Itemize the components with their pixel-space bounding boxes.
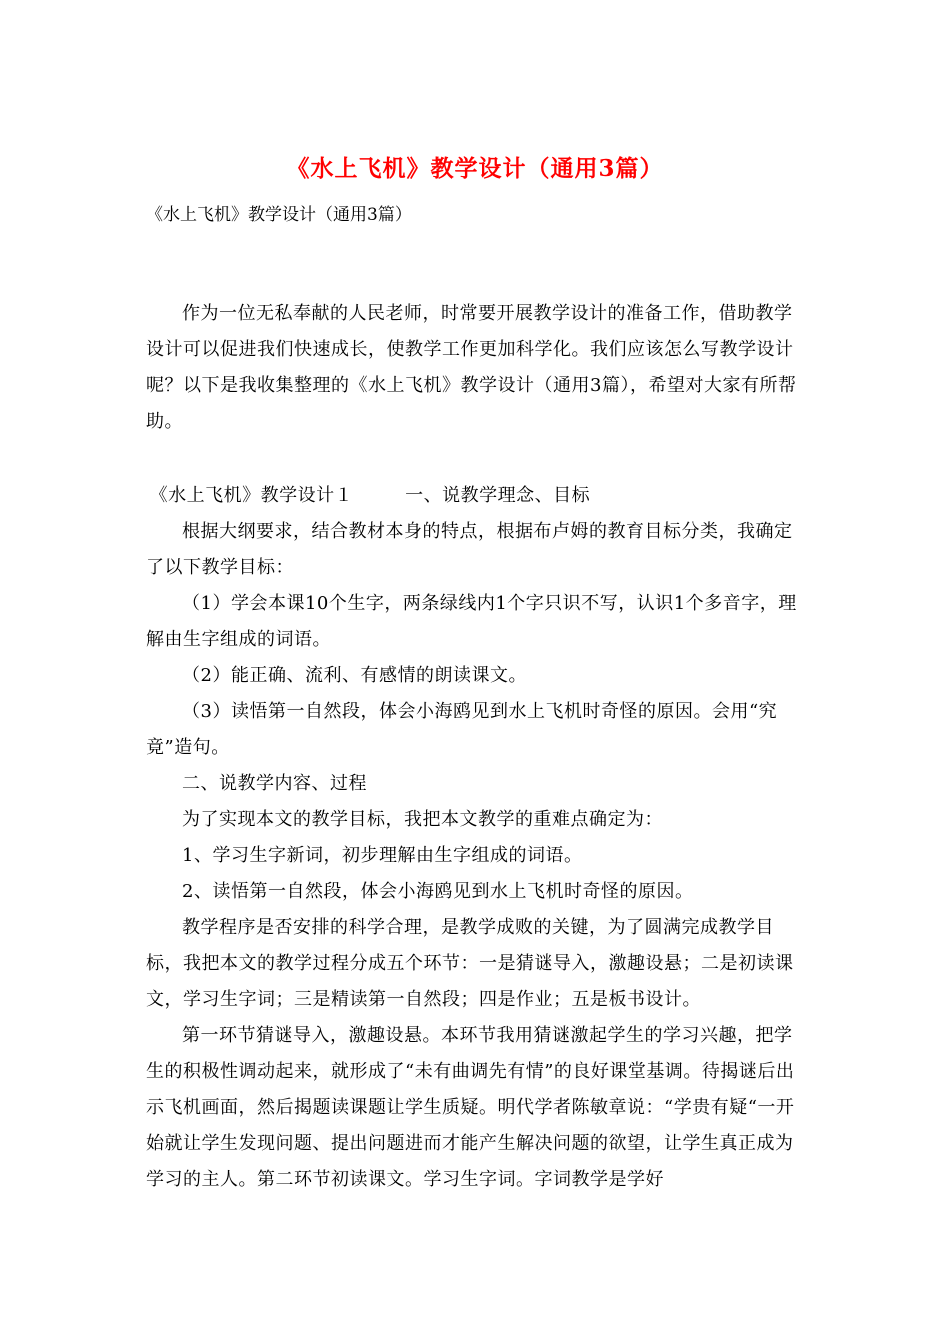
goal-item: （2）能正确、流利、有感情的朗读课文。: [182, 665, 527, 686]
paragraph: 第一环节猜谜导入，激趣设悬。本环节我用猜谜激起学生的学习兴趣，把学生的积极性调动起来，就形成了“未有曲调先有情”的良好课堂基调。待揭谜后出示飞机画面，然后揭题读课题让学生质疑。明代学者陈敏章说：“学贵有疑“一开始就让学生发现问题、提出问题进而才能产生解决问题的欲望，让学生真正成为学习的主人。第二环节初读课文。学习生字词。字词教学是学好: [146, 1025, 795, 1190]
paragraph: 根据大纲要求，结合教材本身的特点，根据布卢姆的教育目标分类，我确定了以下教学目标：: [146, 521, 793, 578]
goal-item: （1）学会本课10个生字，两条绿线内1个字只识不写，认识1个多音字，理解由生字组成的词语。: [146, 593, 797, 650]
focus-item: 2、读悟第一自然段，体会小海鸥见到水上飞机时奇怪的原因。: [182, 881, 694, 902]
intro-block: [146, 296, 810, 440]
goal-item: （3）读悟第一自然段，体会小海鸥见到水上飞机时奇怪的原因。会用“究竟”造句。: [146, 701, 778, 758]
document-title: 《水上飞机》教学设计（通用3篇）: [286, 155, 664, 182]
focus-item: 1、学习生字新词，初步理解由生字组成的词语。: [182, 845, 583, 866]
section-heading-line: [146, 478, 810, 514]
section-heading: 一、说教学理念、目标: [405, 485, 591, 506]
paragraph: 为了实现本文的教学目标，我把本文教学的重难点确定为：: [182, 809, 663, 830]
document-subtitle: 《水上飞机》教学设计（通用3篇）: [146, 205, 412, 225]
section-subheading: 二、说教学内容、过程: [182, 773, 367, 794]
intro-paragraph: 作为一位无私奉献的人民老师，时常要开展教学设计的准备工作，借助教学设计可以促进我们快速成长，使教学工作更加科学化。我们应该怎么写教学设计呢？以下是我收集整理的《水上飞机》教学设计（通用3篇），希望对大家有所帮助。: [146, 303, 797, 432]
paragraph: 教学程序是否安排的科学合理，是教学成败的关键，为了圆满完成教学目标，我把本文的教学过程分成五个环节：一是猜谜导入，激趣设悬；二是初读课文，学习生字词；三是精读第一自然段；四是作业；五是板书设计。: [146, 917, 794, 1010]
section-title: 《水上飞机》教学设计１: [149, 485, 354, 506]
section-1: [146, 478, 810, 1198]
